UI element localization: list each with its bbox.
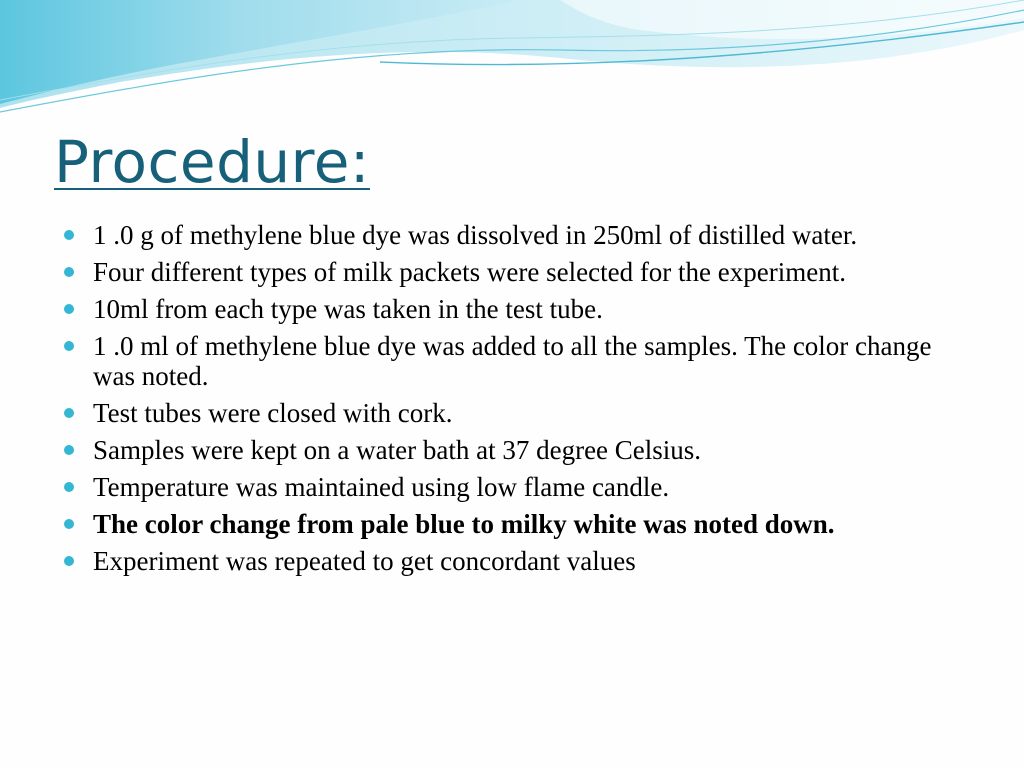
bullet-text: 1 .0 ml of methylene blue dye was added to all the samples. The color change was noted. (93, 331, 932, 391)
bullet-text: 1 .0 g of methylene blue dye was dissolved in 250ml of distilled water. (93, 220, 858, 250)
bullet-dot-icon (64, 445, 74, 455)
bullet-text: Samples were kept on a water bath at 37 degree Celsius. (93, 435, 702, 465)
header-wave-decoration (0, 0, 1024, 130)
bullet-dot-icon (64, 304, 74, 314)
bullet-dot-icon (64, 482, 74, 492)
bullet-dot-icon (64, 267, 74, 277)
bullet-text: Experiment was repeated to get concordant values (93, 546, 636, 576)
bullet-dot-icon (64, 230, 74, 240)
bullet-item-emphasized (64, 509, 964, 539)
bullet-item (64, 546, 964, 576)
bullet-item (64, 257, 964, 287)
bullet-item (64, 472, 964, 502)
bullet-item (64, 294, 964, 324)
bullet-dot-icon (64, 556, 74, 566)
slide-title: Procedure: (54, 128, 370, 196)
bullet-dot-icon (64, 519, 74, 529)
bullet-item (64, 398, 964, 428)
bullet-list (64, 220, 964, 583)
bullet-text: Temperature was maintained using low flame candle. (93, 472, 670, 502)
bullet-item (64, 331, 964, 391)
bullet-text: Test tubes were closed with cork. (93, 398, 453, 428)
bullet-text: Four different types of milk packets were selected for the experiment. (93, 257, 846, 287)
bullet-item (64, 220, 964, 250)
bullet-text: 10ml from each type was taken in the test tube. (93, 294, 603, 324)
bullet-dot-icon (64, 408, 74, 418)
bullet-dot-icon (64, 341, 74, 351)
bullet-text: The color change from pale blue to milky white was noted down. (93, 509, 835, 539)
bullet-item (64, 435, 964, 465)
